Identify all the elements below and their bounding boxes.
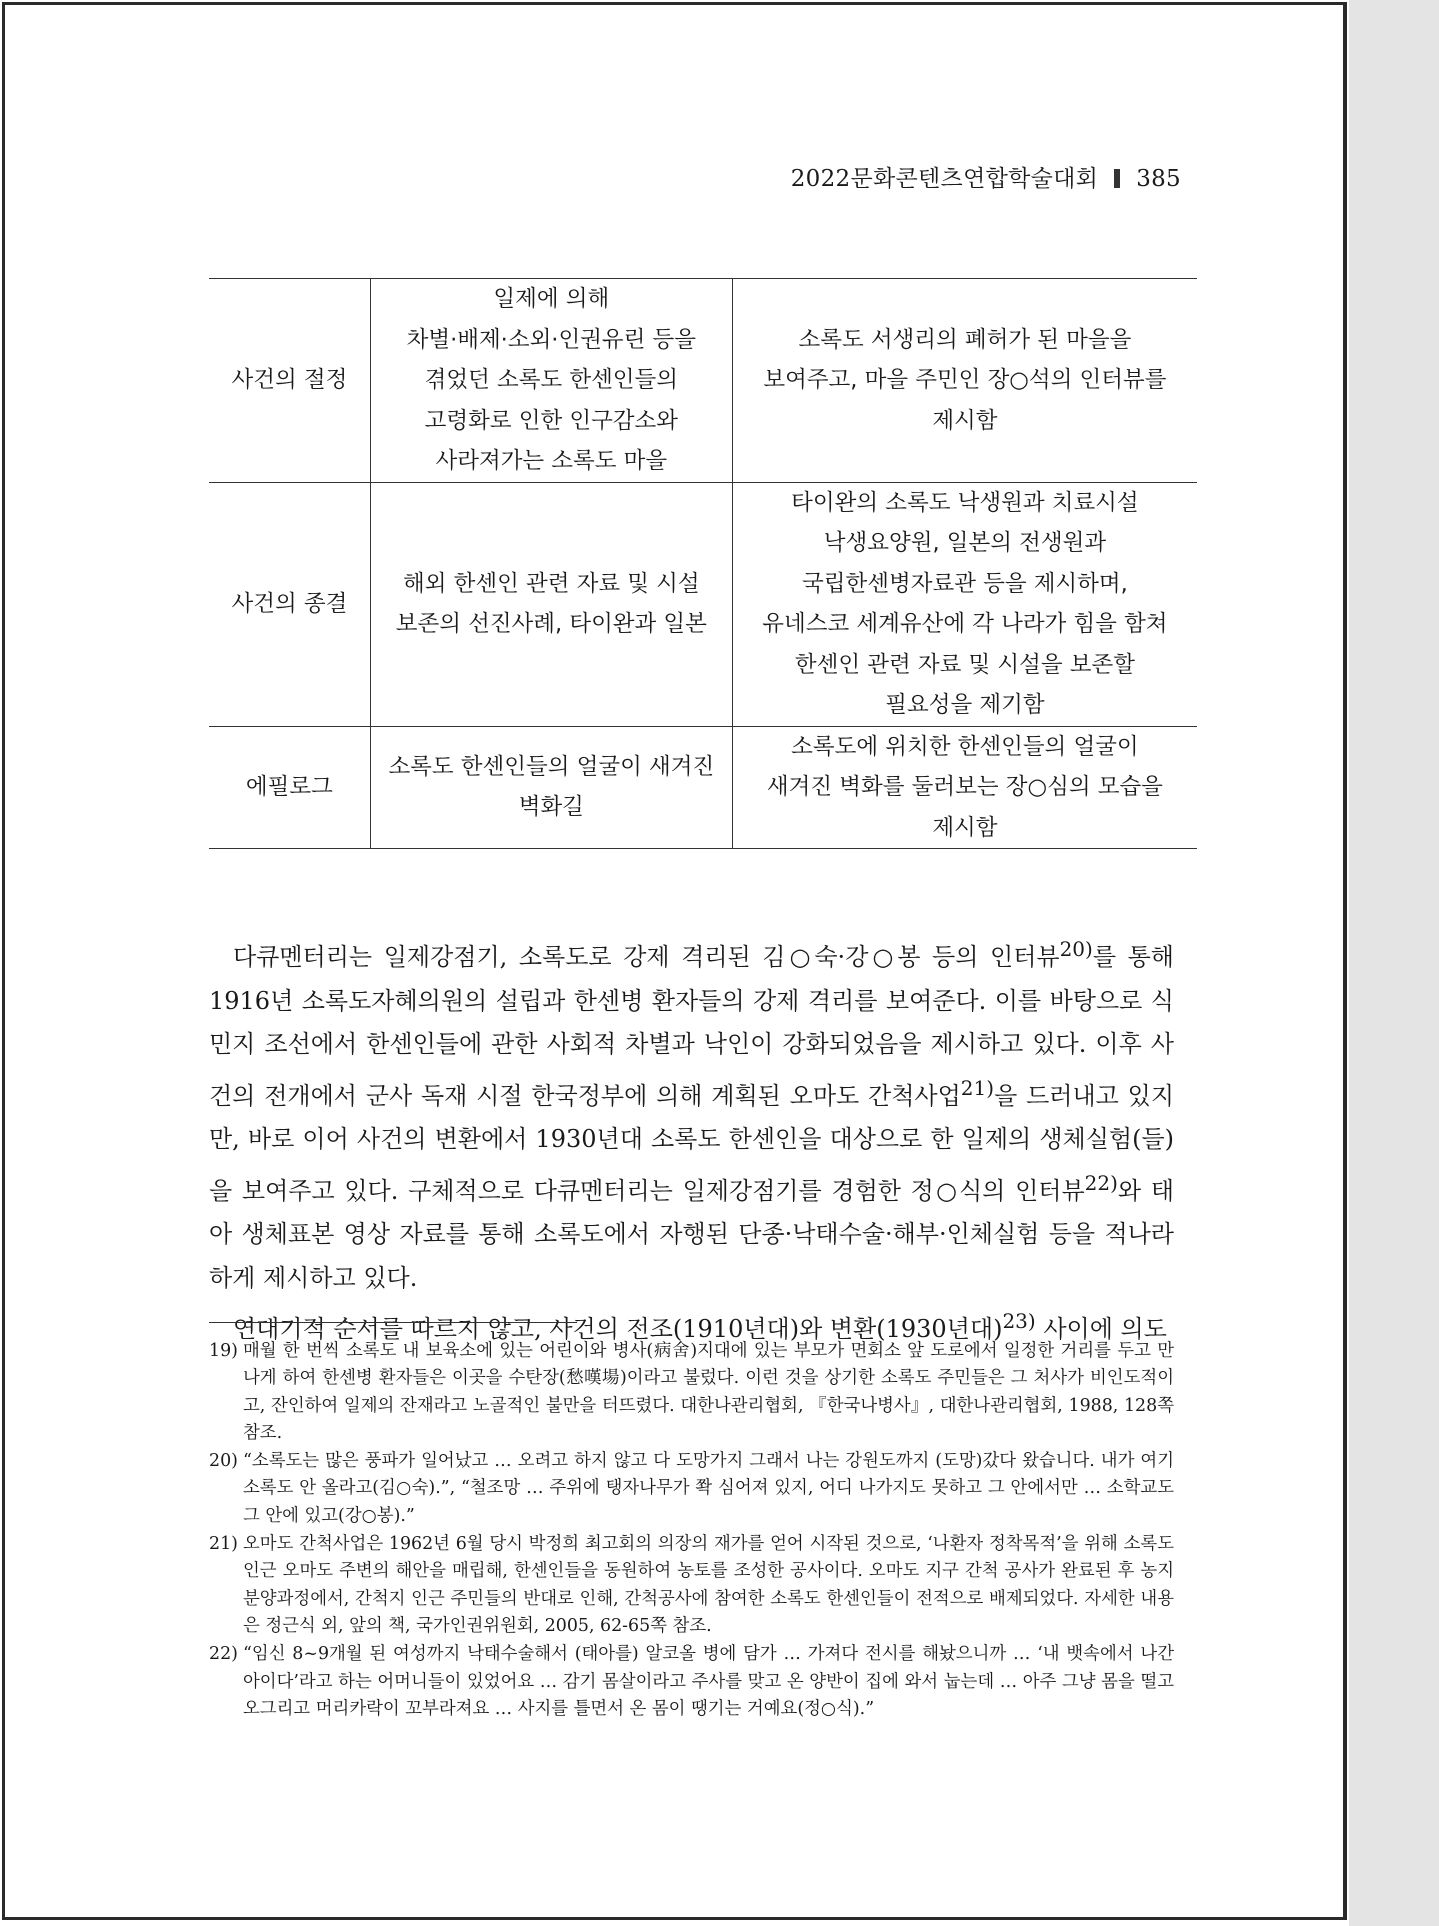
table-cell-description: 타이완의 소록도 낙생원과 치료시설 낙생요양원, 일본의 전생원과 국립한센병자료관 등을 제시하며, 유네스코 세계유산에 각 나라가 힘을 함쳐 한센인 관련 자료 및 시설을 보존할 필요성을 제기함 <box>762 489 1168 718</box>
table-cell-stage: 에필로그 <box>209 726 370 849</box>
narrative-structure-table <box>209 278 1197 849</box>
footnote-ref[interactable]: 22) <box>1084 1170 1118 1195</box>
table-cell-content: 해외 한센인 관련 자료 및 시설 보존의 선진사례, 타이완과 일본 <box>370 482 732 726</box>
table-cell-description: 소록도에 위치한 한센인들의 얼굴이 새겨진 벽화를 둘러보는 장○심의 모습을 제시함 <box>766 733 1163 841</box>
body-text-run: 사이에 의도 <box>1035 1315 1167 1343</box>
body-text-run: 다큐멘터리는 일제강점기, 소록도로 강제 격리된 김○숙·강○봉 등의 인터뷰 <box>233 943 1060 971</box>
footnote-number: 22) <box>209 1644 238 1665</box>
header-title: 2022문화콘텐츠연합학술대회 <box>790 166 1099 192</box>
body-text-run: 을 드러내고 있지만, 바로 이어 사건의 변환에서 1930년대 소록도 한센인을 대상으로 한 일제의 생체실험(들)을 보여주고 있다. 구체적으로 다큐멘터리는 일제강점기를 경험한 정○식의 인터뷰 <box>209 1081 1175 1205</box>
table-row <box>209 726 1197 849</box>
table-cell-stage: 사건의 종결 <box>209 482 370 726</box>
footnote-text: 오마도 간척사업은 1962년 6월 당시 박정희 최고회의 의장의 재가를 얻어 시작된 것으로, ‘나환자 정착목적’을 위해 소록도 인근 오마도 주변의 해안을 매립해, 한센인들을 동원하여 농토를 조성한 공사이다. 오마도 지구 간척 공사가 완료된 후 농지분양과정에서, 간척지 인근 주민들의 반대로 인해, 간척공사에 참여한 소록도 한센인들이 전적으로 배제되었다. 자세한 내용은 정근식 외, 앞의 책, 국가인권위원회, 2005, 62-65쪽 참조. <box>243 1534 1174 1636</box>
footnote-ref[interactable]: 21) <box>960 1075 995 1100</box>
footnote-ref[interactable]: 20) <box>1059 937 1093 961</box>
viewer-background <box>1349 0 1439 1926</box>
footnote-text: “소록도는 많은 풍파가 일어났고 … 오려고 하지 않고 다 도망가지 그래서 나는 강원도까지 (도망)갔다 왔습니다. 내가 여기 소록도 안 올라고(김○숙).”, “철조망 … 주위에 탱자나무가 쫙 심어져 있지, 어디 나가지도 못하고 그 안에서만 … 소학교도 그 안에 있고(강○봉).” <box>243 1451 1174 1526</box>
table-row <box>209 279 1197 483</box>
footnote-ref[interactable]: 23) <box>1002 1309 1036 1333</box>
footnote <box>209 1338 1174 1447</box>
body-text-run: 연대기적 순서를 따르지 않고, 사건의 전조(1910년대)와 변환(1930년대) <box>233 1315 1003 1343</box>
table-row <box>209 482 1197 726</box>
page-number: 385 <box>1136 166 1181 192</box>
body-text-run: 를 통해 1916년 소록도자혜의원의 설립과 한센병 환자들의 강제 격리를 보여준다. 이를 바탕으로 식민지 조선에서 한센인들에 관한 사회적 차별과 낙인이 강화되었음을 제시하고 있다. 이후 사건의 전개에서 군사 독재 시절 한국정부에 의해 계획된 오마도 간척사업 <box>209 943 1174 1110</box>
footnote <box>209 1641 1174 1723</box>
footnote-number: 21) <box>209 1534 238 1555</box>
footnote-number: 19) <box>209 1341 238 1361</box>
header-separator <box>1114 169 1120 188</box>
table-cell-content: 소록도 한센인들의 얼굴이 새겨진 벽화길 <box>370 726 732 849</box>
table-cell-stage: 사건의 절정 <box>209 279 370 483</box>
footnote-text: 매월 한 번씩 소록도 내 보육소에 있는 어린이와 병사(病舍)지대에 있는 부모가 면회소 앞 도로에서 일정한 거리를 두고 만나게 하여 한센병 환자들은 이곳을 수탄장(愁嘆場)이라고 불렀다. 이런 것을 상기한 소록도 주민들은 그 처사가 비인도적이고, 잔인하여 일제의 잔재라고 노골적인 불만을 터뜨렸다. 대한나관리협회, 『한국나병사』, 대한나관리협회, 1988, 128쪽 참조. <box>243 1341 1174 1443</box>
footnote-text: “임신 8~9개월 된 여성까지 낙태수술해서 (태아를) 알코올 병에 담가 … 가져다 전시를 해놨으니까 … ‘내 뱃속에서 나간 아이다’라고 하는 어머니들이 있었어요 … 감기 몸살이라고 주사를 맞고 온 양반이 집에 와서 눕는데 … 아주 그냥 몸을 떨고 오그리고 머리카락이 꼬부라져요 … 사지를 틀면서 온 몸이 땡기는 거예요(정○식).” <box>243 1644 1174 1719</box>
body-text-run: 와 태아 생체표본 영상 자료를 통해 소록도에서 자행된 단종·낙태수술·해부·인체실험 등을 적나라하게 제시하고 있다. <box>209 1176 1174 1292</box>
footnotes <box>209 1338 1174 1724</box>
footnote-divider <box>209 1322 577 1323</box>
footnote-number: 20) <box>209 1451 238 1472</box>
footnote <box>209 1531 1174 1640</box>
table-cell-content: 일제에 의해 차별·배제·소외·인권유린 등을 겪었던 소록도 한센인들의 고령화로 인한 인구감소와 사라져가는 소록도 마을 <box>370 279 732 483</box>
body-paragraph <box>209 928 1174 1300</box>
body-text <box>209 928 1174 1352</box>
running-header <box>791 160 1181 193</box>
table-cell-description: 소록도 서생리의 폐허가 된 마을을 보여주고, 마을 주민인 장○석의 인터뷰를 제시함 <box>763 326 1167 434</box>
footnote <box>209 1448 1174 1530</box>
